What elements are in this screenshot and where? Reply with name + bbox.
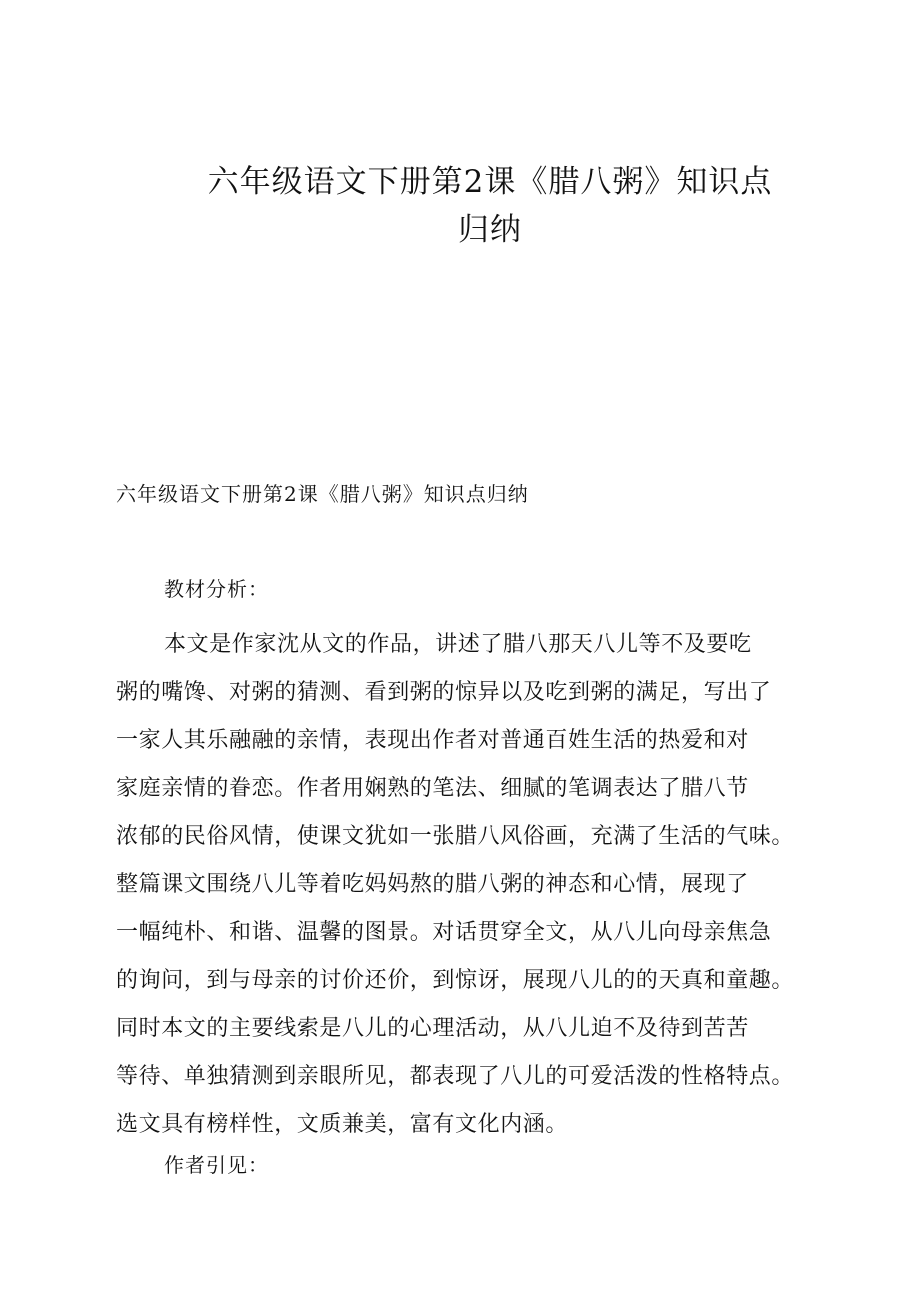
title-line-1: 六年级语文下册第2课《腊八粥》知识点 [207,164,773,200]
section-heading-author-intro: 作者引见： [164,1153,269,1177]
paragraph-line: 同时本文的主要线索是八儿的心理活动，从八儿迫不及待到苦苦 [116,1016,749,1041]
paragraph-line: 一幅纯朴、和谐、温馨的图景。对话贯穿全文，从八儿向母亲焦急 [116,920,772,945]
section-heading-textbook-analysis: 教材分析： [164,577,269,601]
document-title [120,158,860,254]
paragraph-line: 的询问，到与母亲的讨价还价，到惊讶，展现八儿的的天真和童趣。 [116,968,795,993]
paragraph-line: 选文具有榜样性，文质兼美，富有文化内涵。 [116,1112,569,1137]
section-body-textbook-analysis [116,621,821,1149]
paragraph-line: 本文是作家沈从文的作品，讲述了腊八那天八儿等不及要吃 [164,632,752,657]
paragraph-line: 等待、单独猜测到亲眼所见，都表现了八儿的可爱活泼的性格特点。 [116,1064,795,1089]
document-subtitle: 六年级语文下册第2课《腊八粥》知识点归纳 [116,482,529,506]
paragraph-line: 整篇课文围绕八儿等着吃妈妈熬的腊八粥的神态和心情，展现了 [116,872,749,897]
paragraph-line: 浓郁的民俗风情，使课文犹如一张腊八风俗画，充满了生活的气味。 [116,824,795,849]
paragraph-line: 粥的嘴馋、对粥的猜测、看到粥的惊异以及吃到粥的满足，写出了 [116,680,772,705]
paragraph-line: 家庭亲情的眷恋。作者用娴熟的笔法、细腻的笔调表达了腊八节 [116,776,749,801]
paragraph-line: 一家人其乐融融的亲情，表现出作者对普通百姓生活的热爱和对 [116,728,749,753]
title-line-2: 归纳 [458,212,522,248]
